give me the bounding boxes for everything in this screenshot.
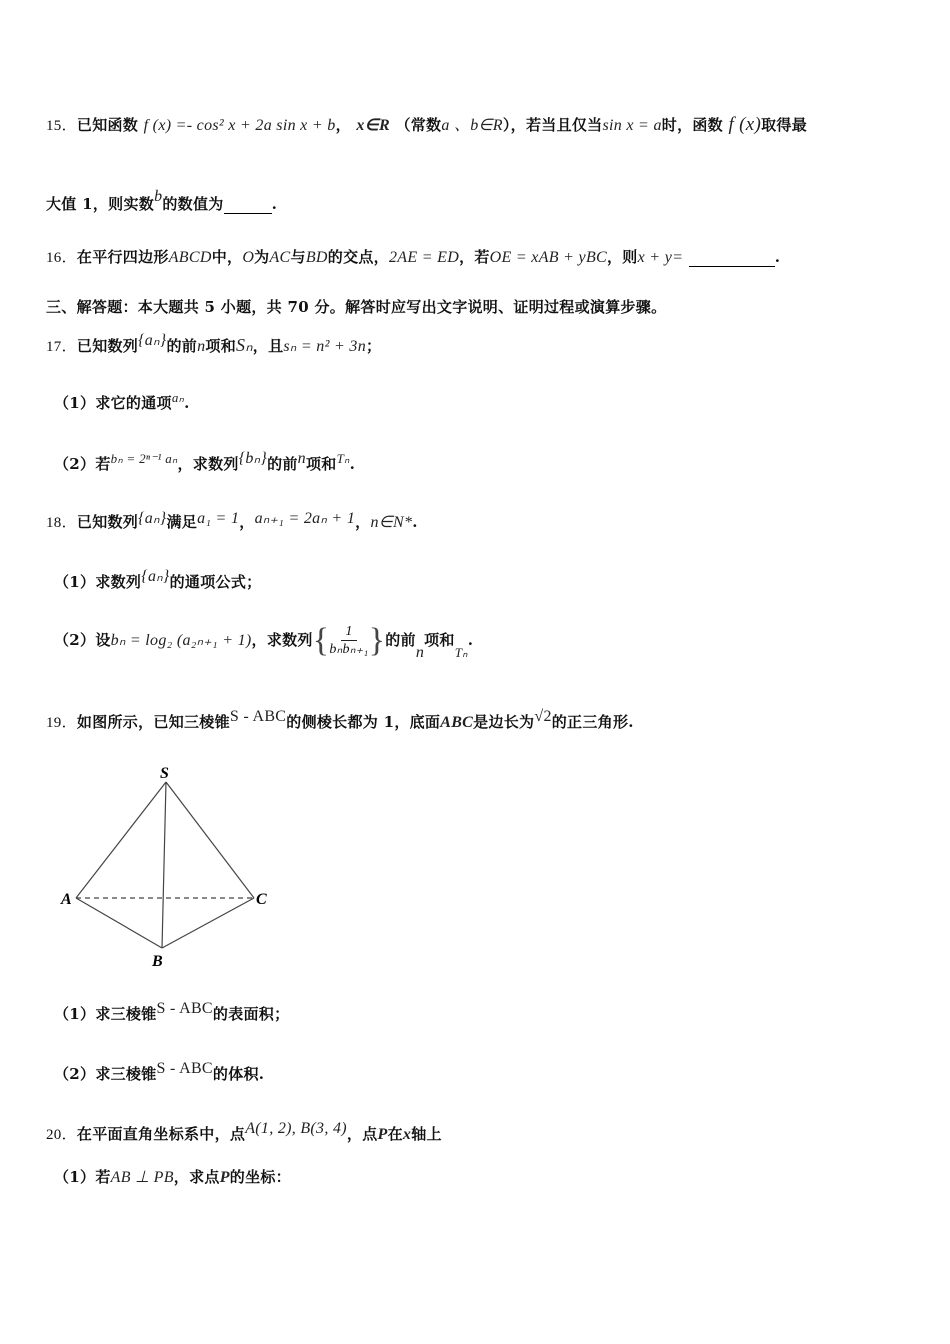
label-s: S bbox=[160, 765, 169, 782]
q17-number: 17． bbox=[46, 339, 77, 355]
edge-bc bbox=[162, 898, 254, 948]
label-a: A bbox=[61, 891, 72, 908]
q15-answer-blank[interactable] bbox=[224, 195, 272, 214]
q16-answer-blank[interactable] bbox=[689, 248, 775, 267]
edge-ab bbox=[76, 898, 162, 948]
q19-number: 19． bbox=[46, 715, 77, 731]
q19-sub1: （1）求三棱锥S - ABC的表面积； bbox=[54, 1000, 290, 1023]
q18-line: 18．已知数列{aₙ}满足a₁ = 1，aₙ₊₁ = 2aₙ + 1，n∈N*. bbox=[46, 510, 418, 531]
q17-line: 17．已知数列{aₙ}的前n项和Sₙ，且sₙ = n² + 3n； bbox=[46, 332, 382, 355]
q20-sub1: （1）若AB ⊥ PB，求点P的坐标： bbox=[54, 1168, 291, 1186]
section-3-heading: 三、解答题：本大题共 5 小题，共 70 分。解答时应写出文字说明、证明过程或演算步骤。 bbox=[46, 298, 667, 316]
q18-fraction: $\frac{1}{\text{bₙbₙ₊₁}}$ bbox=[329, 624, 369, 657]
q17-sub2: （2）若bₙ = 2ⁿ⁻¹ aₙ，求数列{bₙ}的前n项和Tₙ. bbox=[54, 450, 356, 473]
left-brace: { bbox=[312, 622, 330, 659]
q16-line: 16．在平行四边形ABCD中，O为AC与BD的交点，2AE = ED，若OE = xAB + yBC，则x + y= . bbox=[46, 248, 781, 266]
q19-line: 19．如图所示，已知三棱锥S - ABC的侧棱长都为 1，底面ABC是边长为√2的正三角形. bbox=[46, 708, 634, 731]
q20-line: 20．在平面直角坐标系中，点A(1, 2), B(3, 4)，点P在x轴上 bbox=[46, 1120, 442, 1143]
q19-sub2: （2）求三棱锥S - ABC的体积. bbox=[54, 1060, 265, 1083]
q18-sub1: （1）求数列{aₙ}的通项公式； bbox=[54, 568, 262, 591]
label-c: C bbox=[256, 891, 267, 908]
edge-sc bbox=[166, 782, 254, 898]
q17-sub1: （1）求它的通项aₙ. bbox=[54, 390, 190, 412]
tetrahedron-figure bbox=[56, 760, 286, 975]
q15-line2: 大值 1，则实数b的数值为 . bbox=[46, 188, 278, 213]
edge-sa bbox=[76, 782, 166, 898]
right-brace: } bbox=[368, 622, 386, 659]
q15-number: 15． bbox=[46, 118, 77, 134]
q16-number: 16． bbox=[46, 250, 77, 266]
q15-formula: f (x) =- cos² x + 2a sin x + b bbox=[143, 117, 336, 134]
q18-number: 18． bbox=[46, 515, 77, 531]
label-b: B bbox=[152, 953, 163, 970]
q18-sub2: （2）设bₙ = log₂ (a₂ₙ₊₁ + 1)，求数列{ $\frac{1}{\text{bₙbₙ₊₁}}$ }的前n项和Tₙ. bbox=[54, 622, 474, 661]
q20-number: 20． bbox=[46, 1127, 77, 1143]
edge-sb bbox=[162, 782, 166, 948]
q15-line1: 15．已知函数 f (x) =- cos² x + 2a sin x + b， x∈R （常数a 、b∈R），若当且仅当sin x = a时，函数 f (x)取得最 bbox=[46, 114, 808, 135]
